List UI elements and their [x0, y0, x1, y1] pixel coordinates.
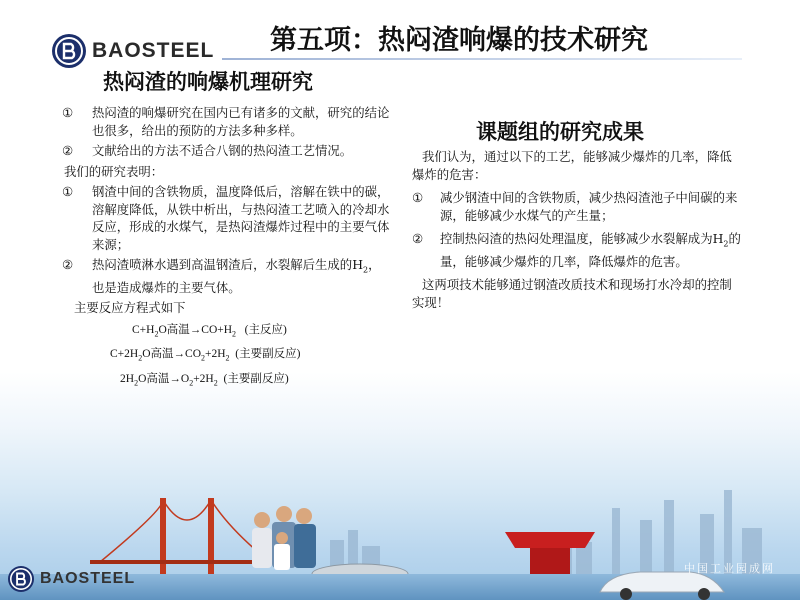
list-item	[62, 183, 392, 253]
list-item	[412, 230, 742, 270]
subscript: 2	[154, 329, 159, 339]
item-number: ①	[412, 190, 424, 205]
item-number: ②	[62, 143, 74, 158]
item-number: ②	[62, 257, 74, 272]
subscript: 2	[189, 377, 194, 387]
subscript: 2	[232, 329, 237, 339]
left-section-heading: 热闷渣的响爆机理研究	[103, 70, 313, 94]
eq-part: O高温→O	[138, 372, 190, 385]
subscript: 2	[138, 353, 143, 363]
list-item	[412, 189, 742, 224]
left-section	[62, 104, 392, 393]
eq-part: +2H	[205, 348, 226, 361]
item-text: 钢渣中间的含铁物质，温度降低后，溶解在铁中的碳，溶解度降低，从铁中析出，与热闷渣工艺喷入的冷却水反应，形成的水煤气，是热闷渣爆炸过程中的主要气体来源；	[92, 184, 390, 252]
equation-3	[120, 369, 392, 393]
text-part: 控制热闷渣的热闷处理温度，能够减少水裂解成为H	[440, 231, 724, 246]
item-text: 减少钢渣中间的含铁物质，减少热闷渣池子中间碳的来源，能够减少水煤气的产生量；	[440, 190, 738, 223]
subscript: 2	[134, 377, 139, 387]
subscript: 2	[225, 353, 230, 363]
eq-part: 2H	[120, 372, 135, 385]
item-text: 热闷渣的响爆研究在国内已有诸多的文献，研究的结论也很多，给出的预防的方法多种多样。	[92, 105, 390, 138]
text-part: 热闷渣喷淋水遇到高温钢渣后，水裂解后生成的H	[92, 257, 364, 272]
item-number: ②	[412, 231, 424, 246]
item-text	[440, 230, 742, 270]
eq-part: (主反应)	[236, 323, 287, 336]
subscript: 2	[363, 265, 369, 275]
eq-part: (主要副反应)	[229, 348, 301, 361]
title-divider	[222, 58, 742, 60]
text-part: ，也是造成爆炸的主要气体。	[92, 257, 381, 295]
equations-intro: 主要反应方程式如下	[74, 300, 186, 316]
results-intro: 我们认为，通过以下的工艺，能够减少爆炸的几率，降低爆炸的危害：	[412, 149, 732, 182]
text-part: 的量，能够减少爆炸的几率，降低爆炸的危害。	[440, 231, 741, 269]
item-number: ①	[62, 105, 74, 120]
eq-part: O高温→CO	[142, 348, 201, 361]
eq-part: +2H	[193, 372, 214, 385]
subscript: 2	[213, 377, 218, 387]
eq-part: (主要副反应)	[217, 372, 289, 385]
footer-logo-text: BAOSTEEL	[40, 570, 136, 587]
subscript: 2	[201, 353, 205, 363]
list-item	[62, 256, 392, 296]
item-number: ①	[62, 184, 74, 199]
baosteel-logo-icon	[52, 34, 86, 68]
baosteel-logo	[52, 34, 214, 68]
eq-part: O高温→CO+H	[158, 323, 233, 336]
equation-2	[110, 344, 392, 368]
footer-logo	[8, 566, 135, 592]
list-item	[62, 142, 392, 160]
watermark: 中国工业园成网	[684, 562, 775, 575]
eq-part: C+2H	[110, 348, 139, 361]
conclusion-text: 这两项技术能够通过钢渣改质技术和现场打水冷却的控制实现！	[412, 277, 732, 310]
item-text	[92, 256, 392, 296]
right-section	[412, 148, 742, 311]
bridge-illustration	[90, 498, 280, 576]
slide-title: 第五项：热闷渣响爆的技术研究	[270, 25, 648, 56]
item-text: 文献给出的方法不适合八钢的热闷渣工艺情况。	[92, 143, 353, 158]
right-section-heading: 课题组的研究成果	[476, 120, 644, 144]
eq-part: C+H	[132, 323, 155, 336]
research-intro: 我们的研究表明：	[64, 163, 164, 179]
baosteel-logo-icon	[8, 566, 34, 592]
equation-1	[132, 320, 392, 344]
list-item	[62, 104, 392, 139]
family-illustration	[252, 506, 316, 570]
logo-text: BAOSTEEL	[92, 39, 215, 62]
subscript: 2	[723, 239, 729, 249]
